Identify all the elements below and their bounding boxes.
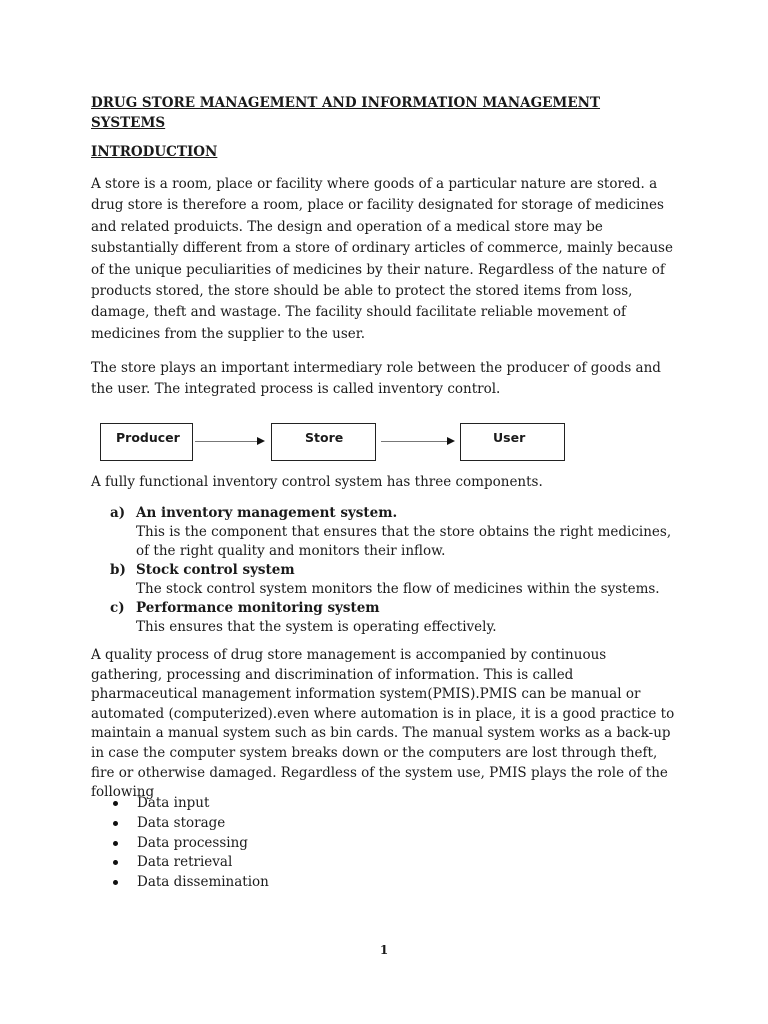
list-item xyxy=(113,873,269,893)
section-heading-introduction: INTRODUCTION xyxy=(91,144,218,160)
flow-node-user: User xyxy=(460,423,565,461)
list-item-label: Data retrieval xyxy=(137,854,233,871)
list-item xyxy=(113,794,269,814)
list-item-label: Data processing xyxy=(137,834,248,851)
bullet-icon xyxy=(113,801,118,806)
bullet-icon xyxy=(113,841,118,846)
component-name: Stock control system xyxy=(136,562,295,578)
bullet-icon xyxy=(113,821,118,826)
paragraph-intermediary-role: The store plays an important intermediary role between the producer of goods and the user. The integrated process is called inventory control. xyxy=(91,360,661,398)
flow-node-store: Store xyxy=(271,423,376,461)
list-item-label: Data input xyxy=(137,795,210,811)
component-marker: b) xyxy=(110,562,126,578)
list-item xyxy=(113,853,269,873)
pmis-roles-list xyxy=(113,794,269,893)
component-marker: a) xyxy=(110,505,126,521)
flow-arrow-icon xyxy=(381,441,453,442)
flow-node-producer: Producer xyxy=(100,423,193,461)
flow-arrow-icon xyxy=(195,441,263,442)
component-marker: c) xyxy=(110,600,125,616)
list-item xyxy=(113,814,269,834)
bullet-icon xyxy=(113,860,118,865)
list-item-label: Data storage xyxy=(137,814,226,831)
component-name: An inventory management system. xyxy=(136,505,398,521)
component-name: Performance monitoring system xyxy=(136,600,380,616)
list-item-label: Data dissemination xyxy=(137,874,269,891)
document-title: DRUG STORE MANAGEMENT AND INFORMATION MANAGEMENT SYSTEMS xyxy=(91,95,601,131)
bullet-icon xyxy=(113,880,118,885)
list-item xyxy=(113,834,269,854)
component-description: The stock control system monitors the flow of medicines within the systems. xyxy=(136,581,660,597)
paragraph-pmis: A quality process of drug store management is accompanied by continuous gathering, processing and discrimination of information. This is called pharmaceutical management information system(PMIS).PMIS can be manual or automated (computerized).even where automation is in place, it is a good practice to maintain a manual system such as bin cards. The manual system works as a back-up in case the computer system breaks down or the computers are lost through theft, fire or otherwise damaged. Regardless of the system use, PMIS plays the role of the following xyxy=(91,647,675,801)
component-description: This ensures that the system is operating effectively. xyxy=(136,619,497,635)
paragraph-store-definition: A store is a room, place or facility where goods of a particular nature are stored. a drug store is therefore a room, place or facility designated for storage of medicines and related produicts. The design and operation of a medical store may be substantially different from a store of ordinary articles of commerce, mainly because of the unique peculiarities of medicines by their nature. Regardless of the nature of products stored, the store should be able to protect the stored items from loss, damage, theft and wastage. The facility should facilitate reliable movement of medicines from the supplier to the user. xyxy=(91,176,673,342)
component-description: This is the component that ensures that the store obtains the right medicines, of the right quality and monitors their inflow. xyxy=(136,524,672,559)
page-number: 1 xyxy=(379,943,389,957)
paragraph-components-intro: A fully functional inventory control system has three components. xyxy=(91,474,543,490)
